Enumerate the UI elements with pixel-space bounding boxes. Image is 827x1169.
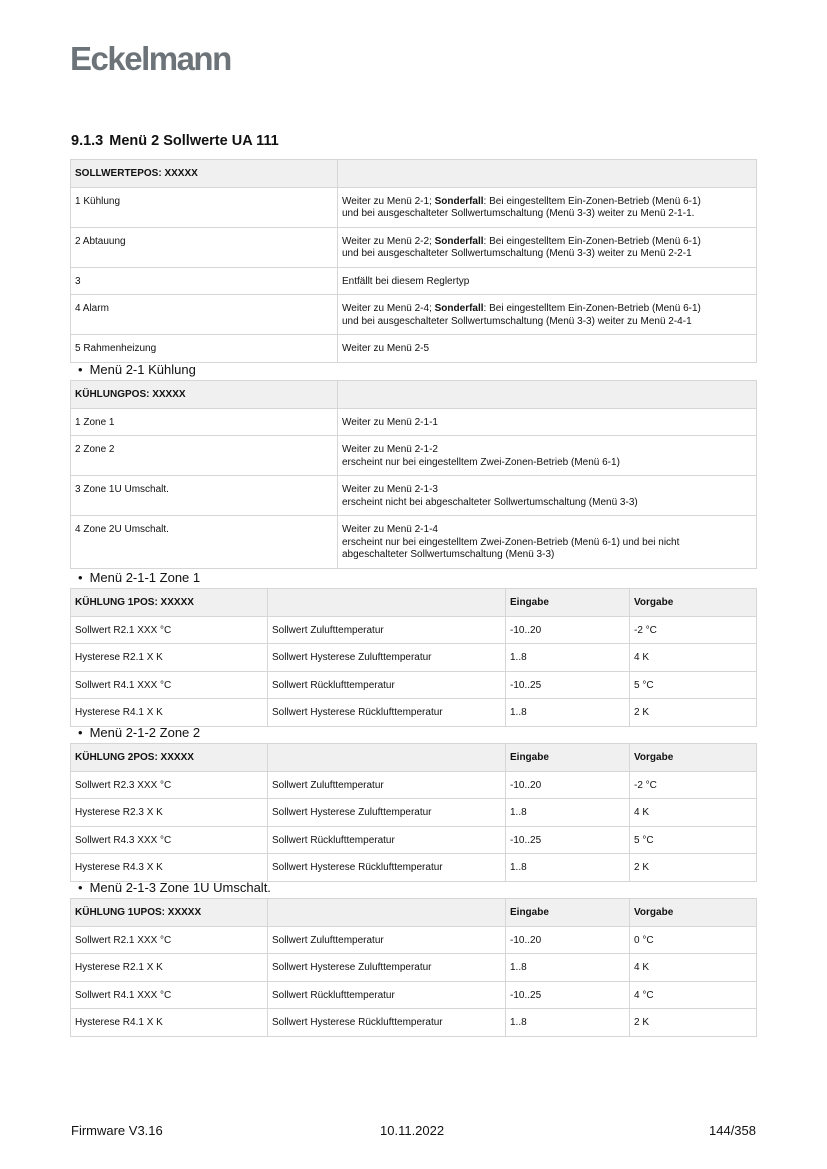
param-description: Sollwert Hysterese Zulufttemperatur [268, 644, 506, 672]
row-label: 2 Zone 2 [71, 436, 338, 476]
bullet-dot-icon: • [78, 362, 83, 377]
table-header-cell [268, 589, 506, 617]
desc-text: : Bei eingestelltem Ein-Zonen-Betrieb (Menü 6-1) [483, 303, 701, 314]
zone1u-table [70, 898, 757, 1037]
desc-text: und bei ausgeschalteter Sollwertumschaltung (Menü 3-3) weiter zu Menü 2-2-1 [342, 248, 692, 259]
table-row [71, 436, 757, 476]
bullet-dot-icon: • [78, 725, 83, 740]
sollwerte-table [70, 159, 757, 363]
table-header-cell: KÜHLUNGPOS: XXXXX [71, 381, 338, 409]
table-header-cell [338, 381, 757, 409]
param-default: 5 °C [630, 826, 757, 854]
row-description [338, 436, 757, 476]
table-row [71, 187, 757, 227]
table-row [71, 227, 757, 267]
param-description: Sollwert Rücklufttemperatur [268, 826, 506, 854]
row-description [338, 295, 757, 335]
param-name: Hysterese R4.3 X K [71, 854, 268, 882]
row-description [338, 476, 757, 516]
param-name: Sollwert R2.1 XXX °C [71, 926, 268, 954]
table-row [71, 1009, 757, 1037]
row-description [338, 516, 757, 569]
table-header-cell [338, 160, 757, 188]
desc-text: Weiter zu Menü 2-1-4 [342, 524, 438, 535]
bullet-text: Menü 2-1 Kühlung [89, 362, 196, 377]
param-range: 1..8 [506, 644, 630, 672]
param-description: Sollwert Zulufttemperatur [268, 616, 506, 644]
row-label: 5 Rahmenheizung [71, 335, 338, 363]
table-row [71, 476, 757, 516]
footer-date: 10.11.2022 [380, 1123, 445, 1138]
param-description: Sollwert Zulufttemperatur [268, 771, 506, 799]
table-header-cell [268, 744, 506, 772]
param-range: 1..8 [506, 799, 630, 827]
bullet-text: Menü 2-1-2 Zone 2 [89, 725, 201, 740]
param-name: Hysterese R2.1 X K [71, 954, 268, 982]
table-row [71, 408, 757, 436]
param-default: 0 °C [630, 926, 757, 954]
table-header-cell: KÜHLUNG 1POS: XXXXX [71, 589, 268, 617]
param-range: -10..20 [506, 616, 630, 644]
param-default: 4 K [630, 644, 757, 672]
desc-text: Weiter zu Menü 2-1; [342, 195, 435, 207]
param-name: Hysterese R4.1 X K [71, 1009, 268, 1037]
table-header-cell: Eingabe [506, 589, 630, 617]
desc-text: und bei ausgeschalteter Sollwertumschaltung (Menü 3-3) weiter zu Menü 2-4-1 [342, 315, 692, 327]
desc-bold: Sonderfall [434, 195, 484, 207]
table-row [71, 826, 757, 854]
table-header-cell [268, 899, 506, 927]
desc-text: Weiter zu Menü 2-4; [342, 303, 435, 314]
table-row [71, 854, 757, 882]
param-name: Hysterese R2.3 X K [71, 799, 268, 827]
table-header-cell: Eingabe [506, 744, 630, 772]
table-row [71, 699, 757, 727]
footer-firmware: Firmware V3.16 [71, 1123, 163, 1138]
section-heading [71, 133, 279, 149]
param-range: 1..8 [506, 854, 630, 882]
bullet-menu-2-1-2 [78, 725, 200, 740]
table-row [71, 954, 757, 982]
row-label: 1 Zone 1 [71, 408, 338, 436]
row-label: 3 Zone 1U Umschalt. [71, 476, 338, 516]
row-description: Weiter zu Menü 2-5 [338, 335, 757, 363]
param-name: Sollwert R4.1 XXX °C [71, 671, 268, 699]
row-description: Entfällt bei diesem Reglertyp [338, 267, 757, 295]
desc-text: und bei ausgeschalteter Sollwertumschaltung (Menü 3-3) weiter zu Menü 2-1-1. [342, 208, 695, 219]
param-range: -10..25 [506, 671, 630, 699]
param-description: Sollwert Hysterese Rücklufttemperatur [268, 1009, 506, 1037]
desc-text: Weiter zu Menü 2-1-1 [342, 416, 438, 428]
param-range: -10..25 [506, 826, 630, 854]
table-row [71, 335, 757, 363]
desc-bold: Sonderfall [434, 235, 484, 247]
section-number: 9.1.3 [71, 133, 104, 149]
row-label: 4 Alarm [71, 295, 338, 335]
table-row [71, 799, 757, 827]
desc-text: erscheint nur bei eingestelltem Zwei-Zonen-Betrieb (Menü 6-1) [342, 456, 620, 468]
bullet-text: Menü 2-1-1 Zone 1 [89, 570, 201, 585]
row-description [338, 227, 757, 267]
desc-text: : Bei eingestelltem Ein-Zonen-Betrieb (Menü 6-1) [483, 195, 701, 207]
param-range: 1..8 [506, 954, 630, 982]
table-header-cell: SOLLWERTEPOS: XXXXX [71, 160, 338, 188]
param-description: Sollwert Hysterese Zulufttemperatur [268, 954, 506, 982]
kuehlung-table [70, 380, 757, 569]
param-description: Sollwert Hysterese Rücklufttemperatur [268, 854, 506, 882]
table-row [71, 981, 757, 1009]
desc-text: : Bei eingestelltem Ein-Zonen-Betrieb (Menü 6-1) [483, 235, 701, 247]
param-default: 2 K [630, 699, 757, 727]
bullet-menu-2-1 [78, 362, 196, 377]
param-default: 2 K [630, 854, 757, 882]
bullet-menu-2-1-1 [78, 570, 200, 585]
zone2-table [70, 743, 757, 882]
row-label: 2 Abtauung [71, 227, 338, 267]
param-name: Sollwert R4.3 XXX °C [71, 826, 268, 854]
desc-text: erscheint nicht bei abgeschalteter Sollwertumschaltung (Menü 3-3) [342, 496, 638, 508]
param-name: Sollwert R4.1 XXX °C [71, 981, 268, 1009]
param-name: Hysterese R4.1 X K [71, 699, 268, 727]
table-row [71, 616, 757, 644]
param-default: 4 K [630, 799, 757, 827]
row-label: 1 Kühlung [71, 187, 338, 227]
param-range: 1..8 [506, 699, 630, 727]
bullet-dot-icon: • [78, 880, 83, 895]
param-range: -10..20 [506, 771, 630, 799]
param-range: -10..20 [506, 926, 630, 954]
param-default: -2 °C [630, 771, 757, 799]
param-range: -10..25 [506, 981, 630, 1009]
param-name: Hysterese R2.1 X K [71, 644, 268, 672]
param-default: 4 °C [630, 981, 757, 1009]
param-default: -2 °C [630, 616, 757, 644]
param-default: 4 K [630, 954, 757, 982]
bullet-text: Menü 2-1-3 Zone 1U Umschalt. [89, 880, 271, 895]
param-description: Sollwert Rücklufttemperatur [268, 671, 506, 699]
table-row [71, 516, 757, 569]
table-row [71, 267, 757, 295]
table-row [71, 644, 757, 672]
param-description: Sollwert Hysterese Zulufttemperatur [268, 799, 506, 827]
desc-text: erscheint nur bei eingestelltem Zwei-Zonen-Betrieb (Menü 6-1) und bei nicht [342, 536, 680, 548]
desc-text: abgeschalteter Sollwertumschaltung (Menü 3-3) [342, 549, 555, 560]
table-row [71, 671, 757, 699]
row-label: 3 [71, 267, 338, 295]
row-description [338, 408, 757, 436]
desc-text: Weiter zu Menü 2-1-2 [342, 444, 438, 455]
param-range: 1..8 [506, 1009, 630, 1037]
row-description [338, 187, 757, 227]
desc-bold: Sonderfall [434, 303, 484, 314]
table-header-cell: Vorgabe [630, 589, 757, 617]
bullet-menu-2-1-3 [78, 880, 271, 895]
table-header-cell: Vorgabe [630, 744, 757, 772]
table-row [71, 771, 757, 799]
eckelmann-logo: Eckelmann [70, 40, 231, 77]
table-header-cell: Eingabe [506, 899, 630, 927]
param-name: Sollwert R2.3 XXX °C [71, 771, 268, 799]
table-row [71, 295, 757, 335]
footer-page-number: 144/358 [709, 1123, 756, 1138]
section-title: Menü 2 Sollwerte UA 111 [109, 133, 279, 149]
param-description: Sollwert Zulufttemperatur [268, 926, 506, 954]
param-description: Sollwert Rücklufttemperatur [268, 981, 506, 1009]
param-name: Sollwert R2.1 XXX °C [71, 616, 268, 644]
zone1-table [70, 588, 757, 727]
row-label: 4 Zone 2U Umschalt. [71, 516, 338, 569]
param-default: 5 °C [630, 671, 757, 699]
table-header-cell: KÜHLUNG 1UPOS: XXXXX [71, 899, 268, 927]
param-description: Sollwert Hysterese Rücklufttemperatur [268, 699, 506, 727]
table-header-cell: KÜHLUNG 2POS: XXXXX [71, 744, 268, 772]
table-row [71, 926, 757, 954]
table-header-cell: Vorgabe [630, 899, 757, 927]
param-default: 2 K [630, 1009, 757, 1037]
desc-text: Weiter zu Menü 2-2; [342, 235, 435, 247]
bullet-dot-icon: • [78, 570, 83, 585]
desc-text: Weiter zu Menü 2-1-3 [342, 484, 438, 495]
